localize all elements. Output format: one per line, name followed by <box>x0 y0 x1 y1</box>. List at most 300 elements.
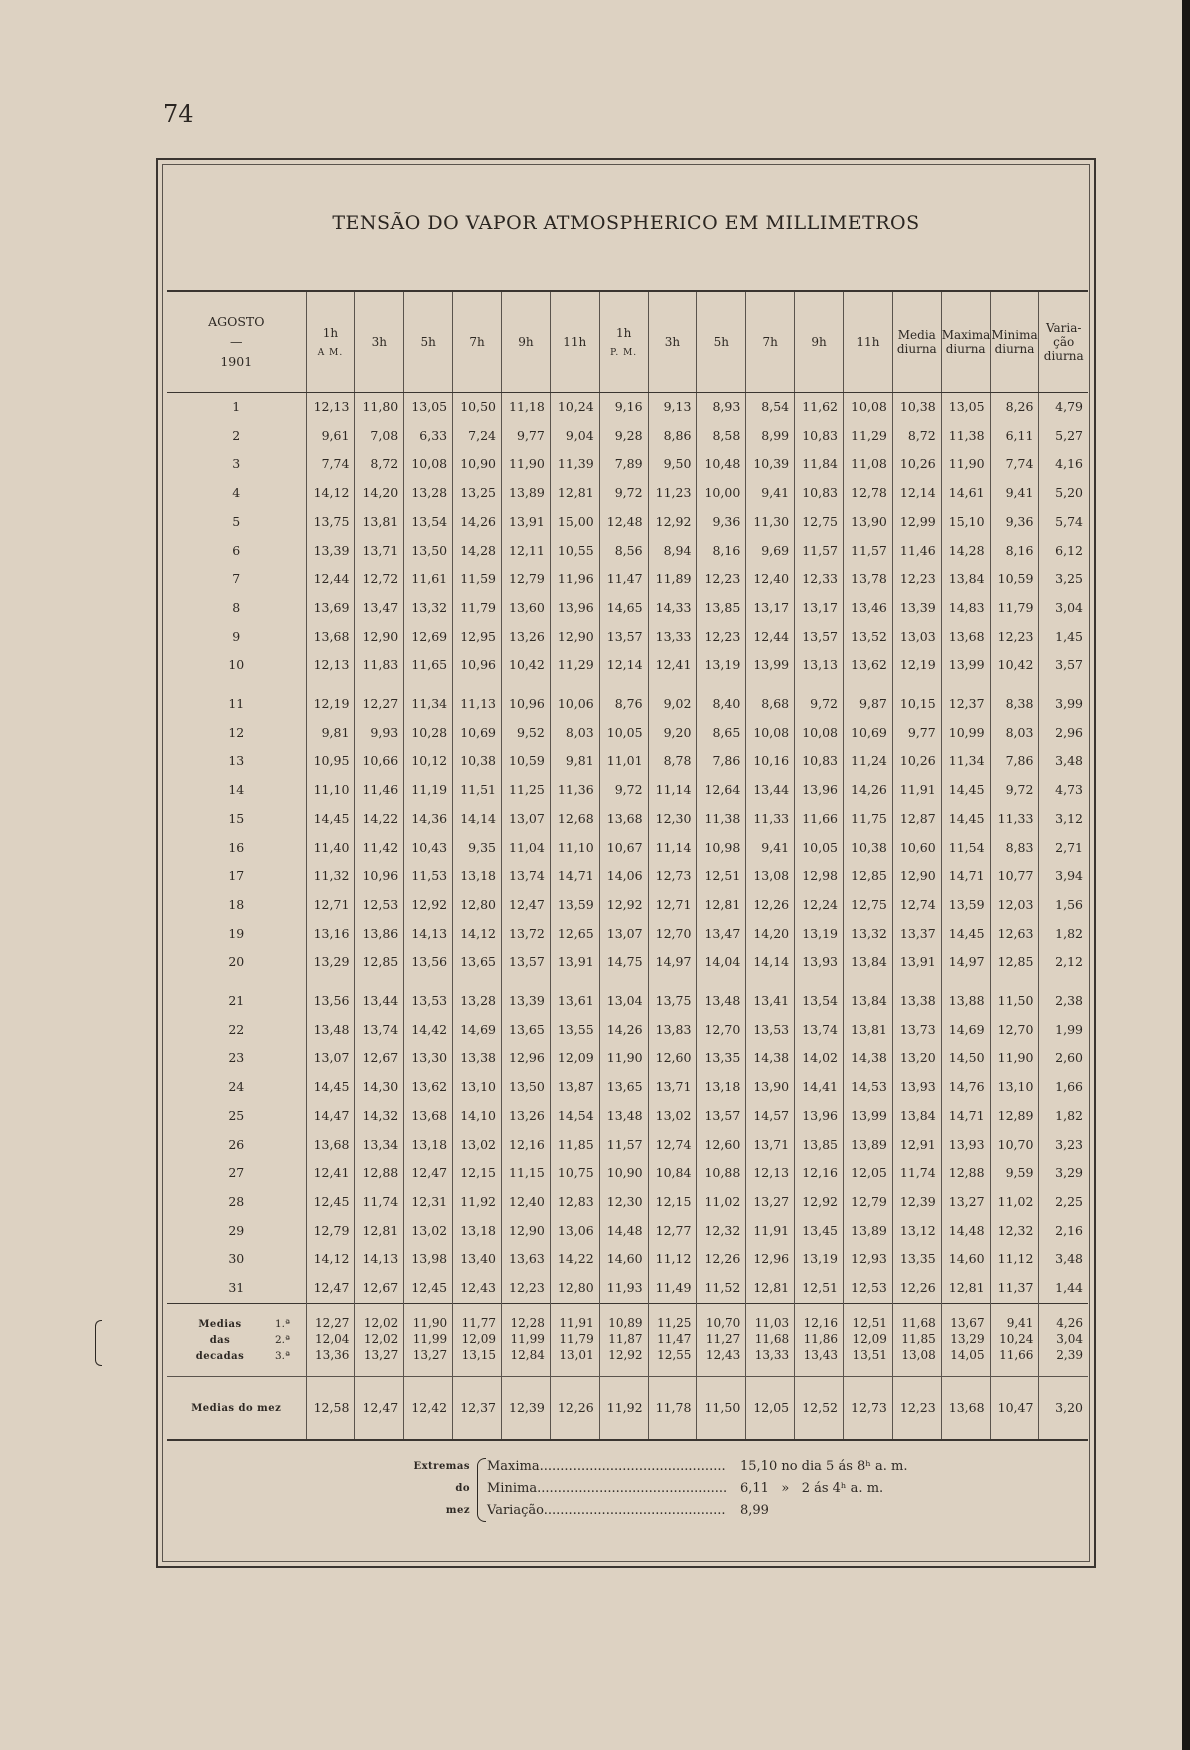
value-cell: 14,47 <box>306 1102 355 1131</box>
spacer-row <box>167 680 1088 690</box>
value-cell: 10,96 <box>501 690 550 719</box>
value-cell: 14,69 <box>453 1016 502 1045</box>
decade-value-cell: 13,33 <box>746 1348 795 1377</box>
value-cell: 13,65 <box>599 1073 648 1102</box>
decade-value-cell: 13,15 <box>453 1348 502 1377</box>
value-cell: 13,68 <box>599 805 648 834</box>
value-cell: 14,06 <box>599 862 648 891</box>
value-cell: 14,22 <box>550 1245 599 1274</box>
value-cell: 13,07 <box>599 920 648 949</box>
value-cell: 9,41 <box>990 479 1039 508</box>
value-cell: 14,69 <box>941 1016 990 1045</box>
spacer-cell <box>453 977 502 987</box>
value-cell: 13,74 <box>501 862 550 891</box>
value-cell: 11,52 <box>697 1274 746 1303</box>
value-cell: 13,93 <box>795 948 844 977</box>
value-cell: 13,75 <box>648 987 697 1016</box>
value-cell: 11,92 <box>453 1188 502 1217</box>
decade-value-cell: 11,99 <box>501 1332 550 1348</box>
decade-label-cell <box>167 1348 306 1377</box>
value-cell: 14,30 <box>355 1073 404 1102</box>
extremes-label: do <box>455 1483 470 1494</box>
value-cell: 10,12 <box>404 747 453 776</box>
value-cell: 12,90 <box>501 1217 550 1246</box>
spacer-cell <box>990 680 1039 690</box>
value-cell: 13,75 <box>306 508 355 537</box>
day-cell: 8 <box>232 599 241 615</box>
value-cell: 14,45 <box>941 776 990 805</box>
spacer-cell <box>404 680 453 690</box>
spacer-cell <box>1039 977 1088 987</box>
value-cell: 13,37 <box>892 920 941 949</box>
decade-value-cell: 12,09 <box>844 1332 893 1348</box>
value-cell: 13,93 <box>892 1073 941 1102</box>
value-cell: 14,38 <box>844 1044 893 1073</box>
value-cell: 12,41 <box>648 651 697 680</box>
value-cell: 9,81 <box>306 719 355 748</box>
value-cell: 9,36 <box>697 508 746 537</box>
decade-value-cell: 10,70 <box>697 1303 746 1332</box>
value-cell: 12,88 <box>355 1159 404 1188</box>
month-mean-cell: 12,26 <box>550 1376 599 1440</box>
header-hour <box>795 292 844 393</box>
value-cell: 11,15 <box>501 1159 550 1188</box>
value-cell: 10,83 <box>795 422 844 451</box>
value-cell: 13,81 <box>844 1016 893 1045</box>
value-cell: 12,27 <box>355 690 404 719</box>
value-cell: 13,17 <box>746 594 795 623</box>
table-row <box>167 1131 1088 1160</box>
value-cell: 13,72 <box>501 920 550 949</box>
value-cell: 8,76 <box>599 690 648 719</box>
value-cell: 8,16 <box>990 537 1039 566</box>
value-cell: 13,57 <box>697 1102 746 1131</box>
day-cell: 9 <box>232 628 241 644</box>
value-cell: 14,42 <box>404 1016 453 1045</box>
spacer-cell <box>404 977 453 987</box>
table-row <box>167 948 1088 977</box>
value-cell: 13,61 <box>550 987 599 1016</box>
value-cell: 12,67 <box>355 1274 404 1303</box>
value-cell: 10,38 <box>844 834 893 863</box>
value-cell: 10,90 <box>453 450 502 479</box>
value-cell: 10,42 <box>501 651 550 680</box>
month-mean-cell: 11,50 <box>697 1376 746 1440</box>
value-cell: 12,64 <box>697 776 746 805</box>
value-cell: 3,23 <box>1039 1131 1088 1160</box>
value-cell: 7,86 <box>697 747 746 776</box>
value-cell: 12,96 <box>746 1245 795 1274</box>
value-cell: 13,19 <box>795 920 844 949</box>
value-cell: 12,63 <box>990 920 1039 949</box>
value-cell: 12,45 <box>404 1274 453 1303</box>
value-cell: 12,71 <box>648 891 697 920</box>
spacer-cell <box>844 680 893 690</box>
value-cell: 11,51 <box>453 776 502 805</box>
extremes-brace <box>477 1458 486 1522</box>
value-cell: 13,18 <box>697 1073 746 1102</box>
header-variacao <box>1039 292 1088 393</box>
hour-label: 5h <box>420 335 436 349</box>
extreme-name: Maxima............................................. <box>487 1459 726 1474</box>
day-cell: 31 <box>228 1280 245 1296</box>
month-mean-cell: 12,39 <box>501 1376 550 1440</box>
extreme-name: Minima.............................................. <box>487 1481 728 1496</box>
value-cell: 12,96 <box>501 1044 550 1073</box>
value-cell: 9,69 <box>746 537 795 566</box>
value-cell: 13,91 <box>550 948 599 977</box>
spacer-cell <box>892 680 941 690</box>
value-cell: 11,24 <box>844 747 893 776</box>
value-cell: 12,79 <box>501 565 550 594</box>
value-cell: 12,70 <box>990 1016 1039 1045</box>
decade-value-cell: 12,84 <box>501 1348 550 1377</box>
day-cell: 28 <box>228 1193 245 1209</box>
value-cell: 13,96 <box>795 776 844 805</box>
value-cell: 12,83 <box>550 1188 599 1217</box>
value-cell: 11,38 <box>941 422 990 451</box>
header-minima <box>990 292 1039 393</box>
day-cell: 6 <box>232 542 241 558</box>
value-cell: 11,89 <box>648 565 697 594</box>
value-cell: 9,77 <box>501 422 550 451</box>
value-cell: 13,12 <box>892 1217 941 1246</box>
value-cell: 8,54 <box>746 393 795 422</box>
value-cell: 11,47 <box>599 565 648 594</box>
month-mean-cell: 12,23 <box>892 1376 941 1440</box>
value-cell: 15,00 <box>550 508 599 537</box>
value-cell: 9,77 <box>892 719 941 748</box>
month-mean-cell: 12,58 <box>306 1376 355 1440</box>
month-mean-cell: 12,52 <box>795 1376 844 1440</box>
value-cell: 1,66 <box>1039 1073 1088 1102</box>
spacer-cell <box>746 680 795 690</box>
value-cell: 2,16 <box>1039 1217 1088 1246</box>
value-cell: 13,44 <box>746 776 795 805</box>
value-cell: 10,59 <box>501 747 550 776</box>
value-cell: 13,44 <box>355 987 404 1016</box>
spacer-cell <box>501 977 550 987</box>
value-cell: 11,14 <box>648 776 697 805</box>
value-cell: 13,62 <box>404 1073 453 1102</box>
spacer-cell <box>795 977 844 987</box>
spacer-cell <box>990 977 1039 987</box>
value-cell: 12,67 <box>355 1044 404 1073</box>
value-cell: 13,32 <box>844 920 893 949</box>
value-cell: 14,60 <box>599 1245 648 1274</box>
value-cell: 13,41 <box>746 987 795 1016</box>
value-cell: 3,57 <box>1039 651 1088 680</box>
extremes-label: mez <box>445 1505 470 1516</box>
spacer-cell <box>795 680 844 690</box>
value-cell: 12,85 <box>990 948 1039 977</box>
value-cell: 13,32 <box>404 594 453 623</box>
value-cell: 12,95 <box>453 623 502 652</box>
decade-value-cell: 10,89 <box>599 1303 648 1332</box>
day-cell: 10 <box>228 657 245 673</box>
value-cell: 12,24 <box>795 891 844 920</box>
value-cell: 14,57 <box>746 1102 795 1131</box>
value-cell: 10,88 <box>697 1159 746 1188</box>
value-cell: 12,92 <box>599 891 648 920</box>
decade-value-cell: 13,36 <box>306 1348 355 1377</box>
value-cell: 12,73 <box>648 862 697 891</box>
table-row <box>167 565 1088 594</box>
value-cell: 11,38 <box>697 805 746 834</box>
value-cell: 3,25 <box>1039 565 1088 594</box>
day-cell: 16 <box>228 839 245 855</box>
value-cell: 2,12 <box>1039 948 1088 977</box>
value-cell: 12,44 <box>746 623 795 652</box>
value-cell: 13,26 <box>501 1102 550 1131</box>
value-cell: 11,90 <box>990 1044 1039 1073</box>
value-cell: 9,13 <box>648 393 697 422</box>
value-cell: 12,47 <box>306 1274 355 1303</box>
value-cell: 11,49 <box>648 1274 697 1303</box>
value-cell: 12,33 <box>795 565 844 594</box>
header-hour <box>844 292 893 393</box>
value-cell: 11,34 <box>404 690 453 719</box>
value-cell: 8,99 <box>746 422 795 451</box>
table-row <box>167 1188 1088 1217</box>
value-cell: 12,13 <box>306 393 355 422</box>
day-cell: 18 <box>228 896 245 912</box>
month-label: AGOSTO <box>208 314 265 329</box>
spacer-cell <box>746 977 795 987</box>
value-cell: 14,13 <box>404 920 453 949</box>
value-cell: 13,06 <box>550 1217 599 1246</box>
value-cell: 9,72 <box>599 479 648 508</box>
value-cell: 11,34 <box>941 747 990 776</box>
value-cell: 13,18 <box>453 1217 502 1246</box>
value-cell: 13,08 <box>746 862 795 891</box>
day-cell: 2 <box>232 427 241 443</box>
header-hour <box>355 292 404 393</box>
value-cell: 12,23 <box>990 623 1039 652</box>
value-cell: 12,85 <box>844 862 893 891</box>
value-cell: 13,56 <box>306 987 355 1016</box>
header-hour <box>501 292 550 393</box>
value-cell: 1,56 <box>1039 891 1088 920</box>
table-row <box>167 1217 1088 1246</box>
value-cell: 14,97 <box>941 948 990 977</box>
value-cell: 14,60 <box>941 1245 990 1274</box>
value-cell: 13,89 <box>844 1131 893 1160</box>
table-row <box>167 834 1088 863</box>
value-cell: 8,16 <box>697 537 746 566</box>
value-cell: 12,70 <box>697 1016 746 1045</box>
table-row <box>167 776 1088 805</box>
value-cell: 12,40 <box>501 1188 550 1217</box>
spacer-cell <box>648 680 697 690</box>
value-cell: 10,05 <box>599 719 648 748</box>
table-row <box>167 862 1088 891</box>
value-cell: 13,87 <box>550 1073 599 1102</box>
value-cell: 10,69 <box>453 719 502 748</box>
value-cell: 13,46 <box>844 594 893 623</box>
decade-value-cell: 12,04 <box>306 1332 355 1348</box>
decade-ordinal: 1.ª <box>275 1317 291 1330</box>
value-cell: 12,37 <box>941 690 990 719</box>
value-cell: 13,57 <box>501 948 550 977</box>
value-cell: 12,88 <box>941 1159 990 1188</box>
day-cell: 23 <box>228 1050 245 1066</box>
value-cell: 12,23 <box>697 623 746 652</box>
value-cell: 13,03 <box>892 623 941 652</box>
value-cell: 8,72 <box>355 450 404 479</box>
month-means-label: Medias do mez <box>191 1402 282 1414</box>
value-cell: 13,02 <box>648 1102 697 1131</box>
value-cell: 3,12 <box>1039 805 1088 834</box>
value-cell: 11,85 <box>550 1131 599 1160</box>
value-cell: 11,79 <box>990 594 1039 623</box>
value-cell: 12,09 <box>550 1044 599 1073</box>
hour-label: 7h <box>469 335 485 349</box>
value-cell: 11,46 <box>355 776 404 805</box>
extreme-name-text: Variação <box>487 1503 544 1518</box>
value-cell: 13,40 <box>453 1245 502 1274</box>
month-mean-cell: 12,05 <box>746 1376 795 1440</box>
value-cell: 3,99 <box>1039 690 1088 719</box>
value-cell: 14,32 <box>355 1102 404 1131</box>
value-cell: 10,42 <box>990 651 1039 680</box>
value-cell: 10,83 <box>795 479 844 508</box>
value-cell: 12,47 <box>501 891 550 920</box>
day-cell: 26 <box>228 1136 245 1152</box>
decade-group-label: das <box>209 1334 231 1346</box>
spacer-cell <box>355 680 404 690</box>
value-cell: 12,15 <box>648 1188 697 1217</box>
value-cell: 12,71 <box>306 891 355 920</box>
decade-value-cell: 11,27 <box>697 1332 746 1348</box>
value-cell: 13,78 <box>844 565 893 594</box>
decade-value-cell: 12,92 <box>599 1348 648 1377</box>
value-cell: 12,26 <box>892 1274 941 1303</box>
header-hour <box>453 292 502 393</box>
day-cell: 12 <box>228 724 245 740</box>
value-cell: 11,12 <box>648 1245 697 1274</box>
value-cell: 13,39 <box>306 537 355 566</box>
value-cell: 14,65 <box>599 594 648 623</box>
value-cell: 9,72 <box>990 776 1039 805</box>
value-cell: 9,93 <box>355 719 404 748</box>
day-cell: 14 <box>228 782 245 798</box>
value-cell: 13,91 <box>892 948 941 977</box>
decade-value-cell: 13,67 <box>941 1303 990 1332</box>
value-cell: 13,07 <box>501 805 550 834</box>
day-cell: 11 <box>228 696 245 712</box>
value-cell: 14,71 <box>550 862 599 891</box>
value-cell: 10,95 <box>306 747 355 776</box>
header-variacao-2: ção <box>1053 335 1075 349</box>
header-hour <box>599 292 648 393</box>
value-cell: 10,84 <box>648 1159 697 1188</box>
header-variacao-1: Varia- <box>1045 321 1082 335</box>
decade-value-cell: 12,43 <box>697 1348 746 1377</box>
value-cell: 9,52 <box>501 719 550 748</box>
value-cell: 3,48 <box>1039 1245 1088 1274</box>
value-cell: 10,70 <box>990 1131 1039 1160</box>
value-cell: 13,19 <box>795 1245 844 1274</box>
value-cell: 11,74 <box>355 1188 404 1217</box>
value-cell: 12,45 <box>306 1188 355 1217</box>
value-cell: 13,84 <box>844 987 893 1016</box>
value-cell: 13,68 <box>404 1102 453 1131</box>
value-cell: 7,08 <box>355 422 404 451</box>
value-cell: 12,43 <box>453 1274 502 1303</box>
value-cell: 10,55 <box>550 537 599 566</box>
am-label: A M. <box>317 348 344 358</box>
value-cell: 13,57 <box>599 623 648 652</box>
value-cell: 9,41 <box>746 834 795 863</box>
decade-row <box>167 1332 1088 1348</box>
value-cell: 12,72 <box>355 565 404 594</box>
value-cell: 13,28 <box>453 987 502 1016</box>
decade-value-cell: 12,09 <box>453 1332 502 1348</box>
header-maxima <box>941 292 990 393</box>
value-cell: 13,53 <box>404 987 453 1016</box>
decade-value-cell: 11,99 <box>404 1332 453 1348</box>
month-mean-cell: 12,37 <box>453 1376 502 1440</box>
value-cell: 14,50 <box>941 1044 990 1073</box>
decade-value-cell: 13,27 <box>404 1348 453 1377</box>
value-cell: 12,81 <box>941 1274 990 1303</box>
day-cell: 13 <box>228 753 245 769</box>
header-variacao-3: diurna <box>1043 349 1084 363</box>
month-mean-cell: 10,47 <box>990 1376 1039 1440</box>
table-row <box>167 1016 1088 1045</box>
value-cell: 12,85 <box>355 948 404 977</box>
decade-value-cell: 11,03 <box>746 1303 795 1332</box>
value-cell: 4,16 <box>1039 450 1088 479</box>
value-cell: 11,84 <box>795 450 844 479</box>
value-cell: 10,75 <box>550 1159 599 1188</box>
decade-value-cell: 11,90 <box>404 1303 453 1332</box>
value-cell: 13,85 <box>697 594 746 623</box>
value-cell: 13,53 <box>746 1016 795 1045</box>
month-mean-cell: 11,92 <box>599 1376 648 1440</box>
value-cell: 11,33 <box>746 805 795 834</box>
spacer-cell <box>697 977 746 987</box>
value-cell: 11,01 <box>599 747 648 776</box>
value-cell: 13,10 <box>990 1073 1039 1102</box>
value-cell: 13,27 <box>941 1188 990 1217</box>
value-cell: 13,30 <box>404 1044 453 1073</box>
day-cell: 4 <box>232 485 241 501</box>
value-cell: 9,35 <box>453 834 502 863</box>
header-month <box>167 292 306 393</box>
value-cell: 9,04 <box>550 422 599 451</box>
value-cell: 10,38 <box>892 393 941 422</box>
value-cell: 9,61 <box>306 422 355 451</box>
value-cell: 11,90 <box>501 450 550 479</box>
value-cell: 8,86 <box>648 422 697 451</box>
value-cell: 13,04 <box>599 987 648 1016</box>
value-cell: 13,05 <box>941 393 990 422</box>
month-mean-cell: 3,20 <box>1039 1376 1088 1440</box>
day-cell: 3 <box>232 456 241 472</box>
value-cell: 13,68 <box>941 623 990 652</box>
header-row <box>167 292 1088 393</box>
value-cell: 8,65 <box>697 719 746 748</box>
value-cell: 11,74 <box>892 1159 941 1188</box>
value-cell: 14,26 <box>453 508 502 537</box>
vapor-table <box>167 292 1088 1441</box>
decade-value-cell: 12,55 <box>648 1348 697 1377</box>
value-cell: 13,45 <box>795 1217 844 1246</box>
value-cell: 4,79 <box>1039 393 1088 422</box>
value-cell: 2,96 <box>1039 719 1088 748</box>
